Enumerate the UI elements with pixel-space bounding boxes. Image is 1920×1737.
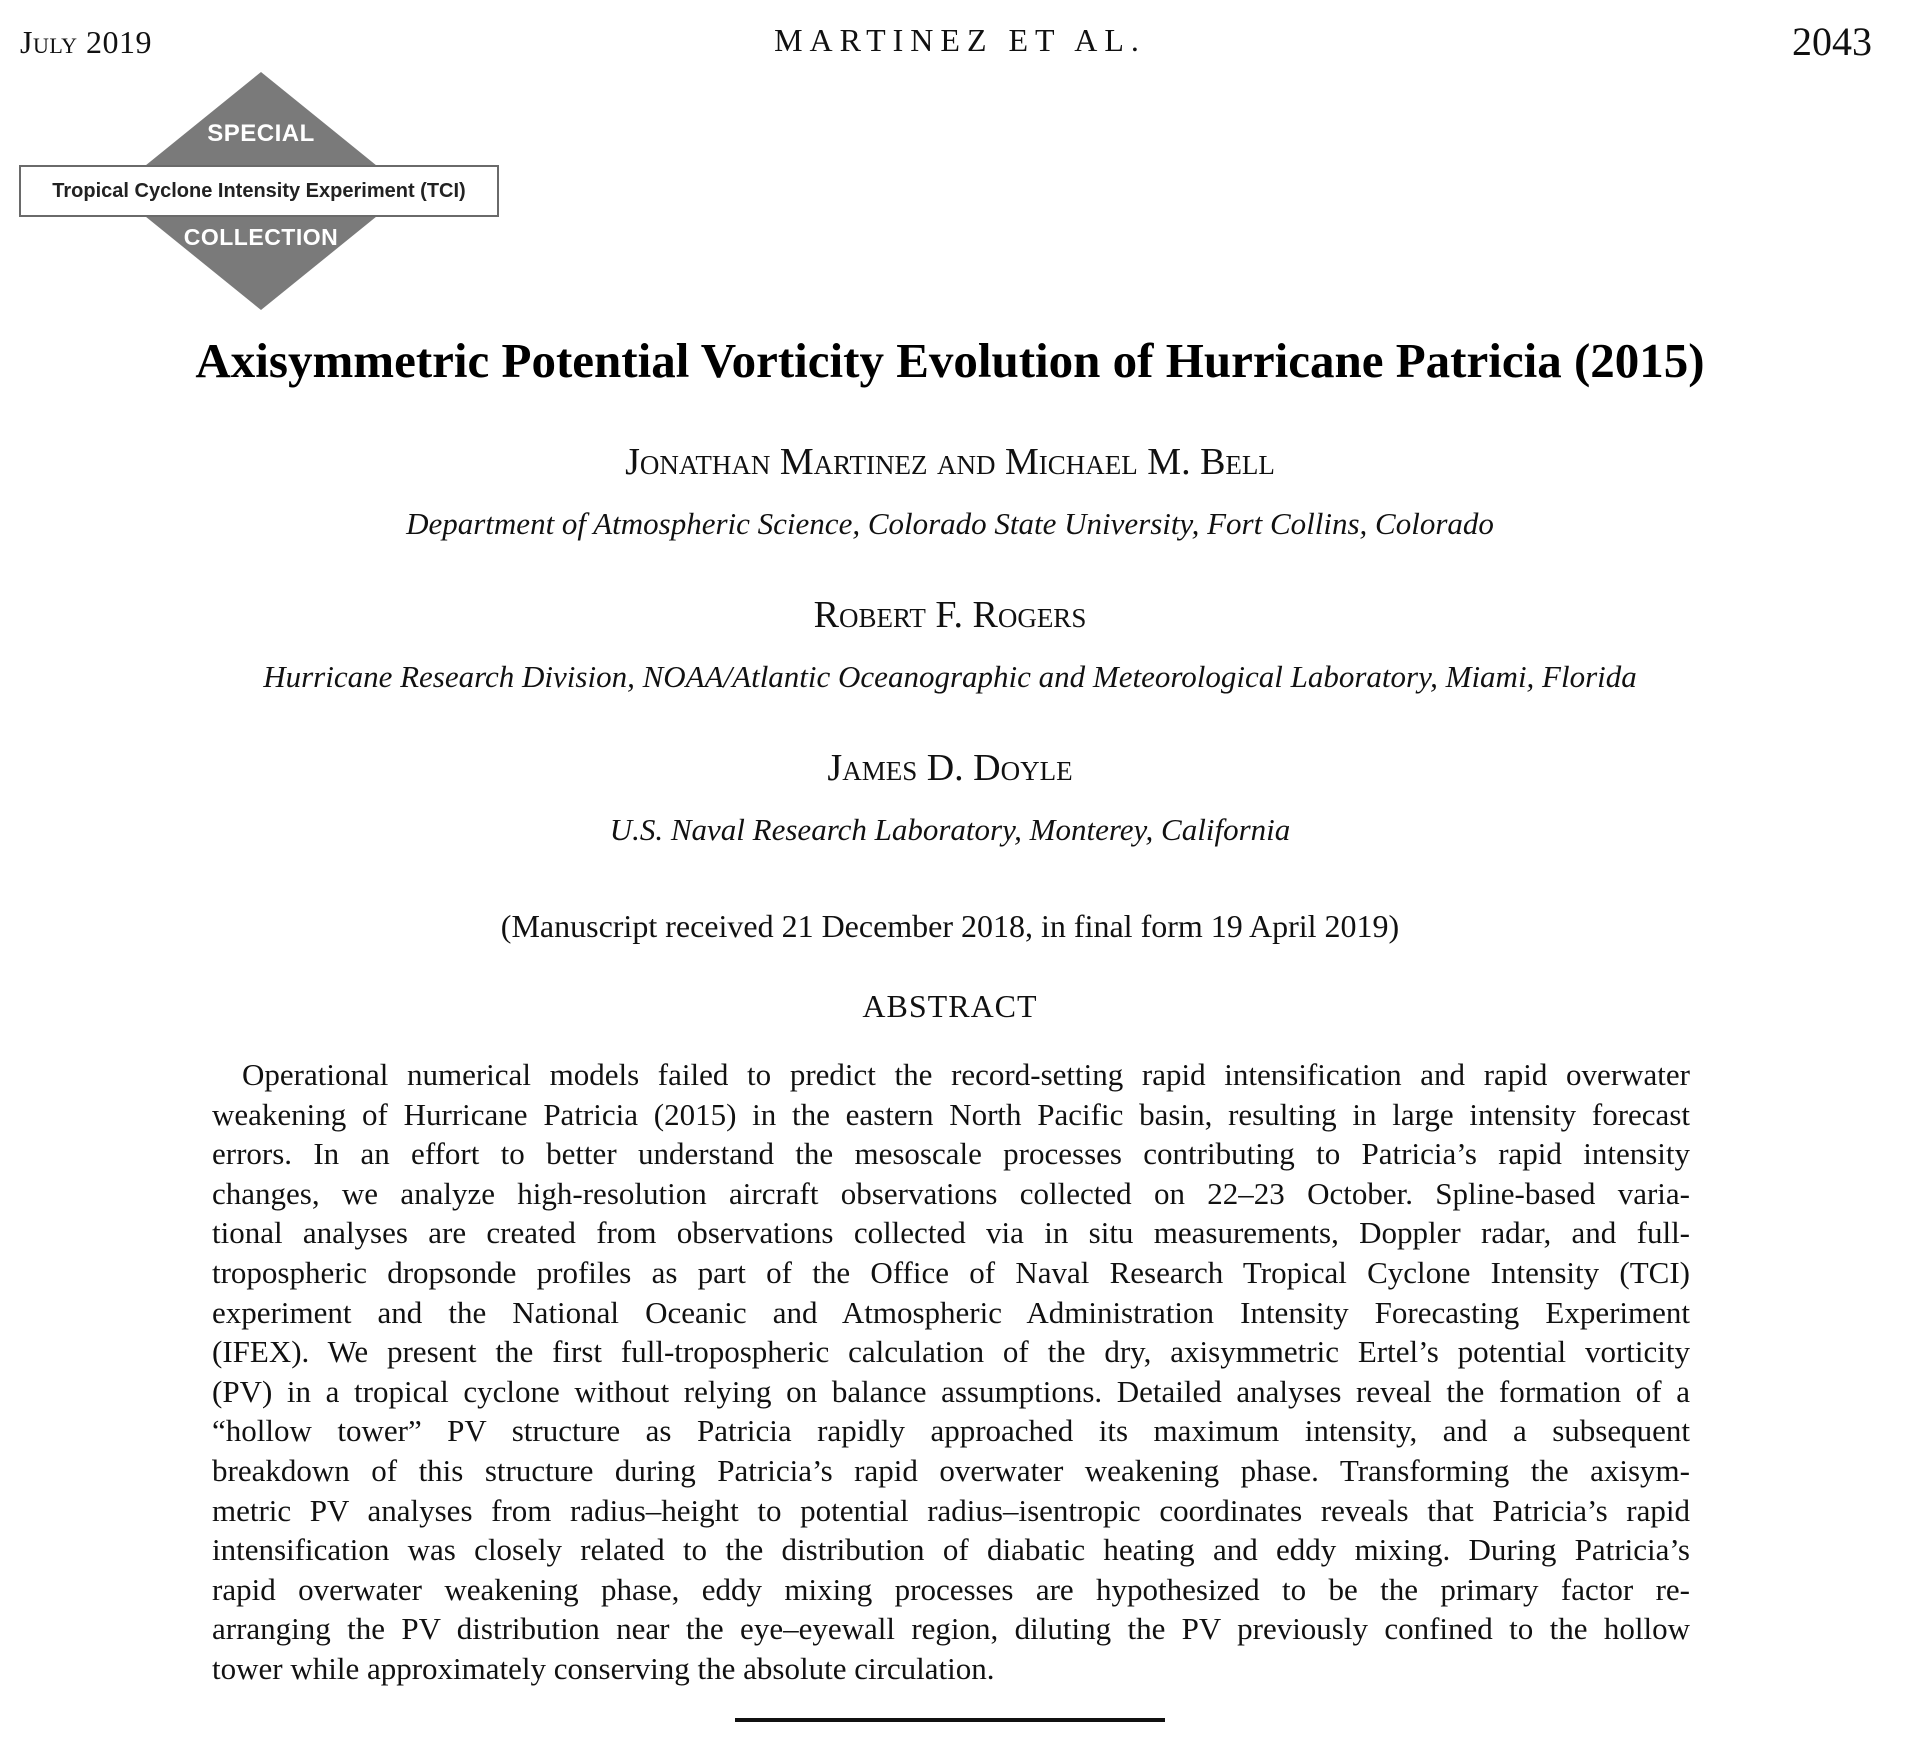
- abstract-line: Operational numerical models failed to predict the record-setting rapid intensification and rapid overwater: [242, 1057, 1690, 1092]
- abstract-line: experiment and the National Oceanic and Atmospheric Administration Intensity Forecasting Experiment: [212, 1294, 1690, 1330]
- author-names: Robert F. Rogers: [813, 594, 1087, 636]
- author-affiliation: U.S. Naval Research Laboratory, Monterey, California: [609, 812, 1291, 847]
- abstract-line: intensification was closely related to the distribution of diabatic heating and eddy mixing. During Patricia’s: [212, 1532, 1690, 1568]
- author-affiliation: Hurricane Research Division, NOAA/Atlantic Oceanographic and Meteorological Laboratory, Miami, Florida: [263, 659, 1637, 694]
- abstract-line: tower while approximately conserving the absolute circulation.: [212, 1650, 995, 1686]
- abstract-body: [212, 1055, 1690, 1689]
- abstract-line: changes, we analyze high-resolution aircraft observations collected on 22–23 October. Spline-based varia-: [212, 1175, 1690, 1211]
- abstract-line: rapid overwater weakening phase, eddy mixing processes are hypothesized to be the primary factor re-: [212, 1571, 1690, 1607]
- section-divider: [735, 1718, 1165, 1722]
- abstract-line: tional analyses are created from observations collected via in situ measurements, Doppler radar, and full-: [212, 1215, 1690, 1251]
- abstract-line: arranging the PV distribution near the eye–eyewall region, diluting the PV previously confined to the hollow: [212, 1611, 1690, 1647]
- author-names: James D. Doyle: [827, 747, 1073, 789]
- manuscript-dates: (Manuscript received 21 December 2018, in final form 19 April 2019): [500, 908, 1400, 944]
- author-affiliation: Department of Atmospheric Science, Colorado State University, Fort Collins, Colorado: [406, 506, 1494, 541]
- abstract-heading: ABSTRACT: [862, 988, 1038, 1024]
- page-number: 2043: [1792, 19, 1872, 64]
- badge-bottom-label: COLLECTION: [183, 224, 339, 250]
- badge-top-label: SPECIAL: [207, 120, 315, 147]
- paper-title: Axisymmetric Potential Vorticity Evolution of Hurricane Patricia (2015): [195, 333, 1705, 388]
- abstract-line: tropospheric dropsonde profiles as part of the Office of Naval Research Tropical Cyclone Intensity (TCI): [212, 1254, 1690, 1290]
- running-head: [0, 20, 1920, 70]
- abstract-line: breakdown of this structure during Patricia’s rapid overwater weakening phase. Transforming the axisym-: [212, 1452, 1690, 1488]
- author-names: Jonathan Martinez and Michael M. Bell: [625, 441, 1275, 483]
- abstract-line: (IFEX). We present the first full-tropospheric calculation of the dry, axisymmetric Ertel’s potential vorticity: [212, 1334, 1690, 1370]
- running-head-authors: MARTINEZ ET AL.: [774, 22, 1146, 58]
- abstract-line: errors. In an effort to better understand the mesoscale processes contributing to Patricia’s rapid intensity: [212, 1136, 1690, 1172]
- abstract-line: “hollow tower” PV structure as Patricia rapidly approached its maximum intensity, and a subsequent: [212, 1413, 1690, 1449]
- badge-collection-name: Tropical Cyclone Intensity Experiment (TCI): [52, 180, 466, 202]
- abstract-line: (PV) in a tropical cyclone without relying on balance assumptions. Detailed analyses reveal the formation of a: [212, 1373, 1690, 1409]
- abstract-line: metric PV analyses from radius–height to potential radius–isentropic coordinates reveals that Patricia’s rapid: [212, 1492, 1690, 1528]
- abstract-line: weakening of Hurricane Patricia (2015) in the eastern North Pacific basin, resulting in large intensity forecast: [212, 1096, 1690, 1132]
- running-head-date: July 2019: [20, 24, 152, 60]
- special-collection-badge: [18, 70, 504, 312]
